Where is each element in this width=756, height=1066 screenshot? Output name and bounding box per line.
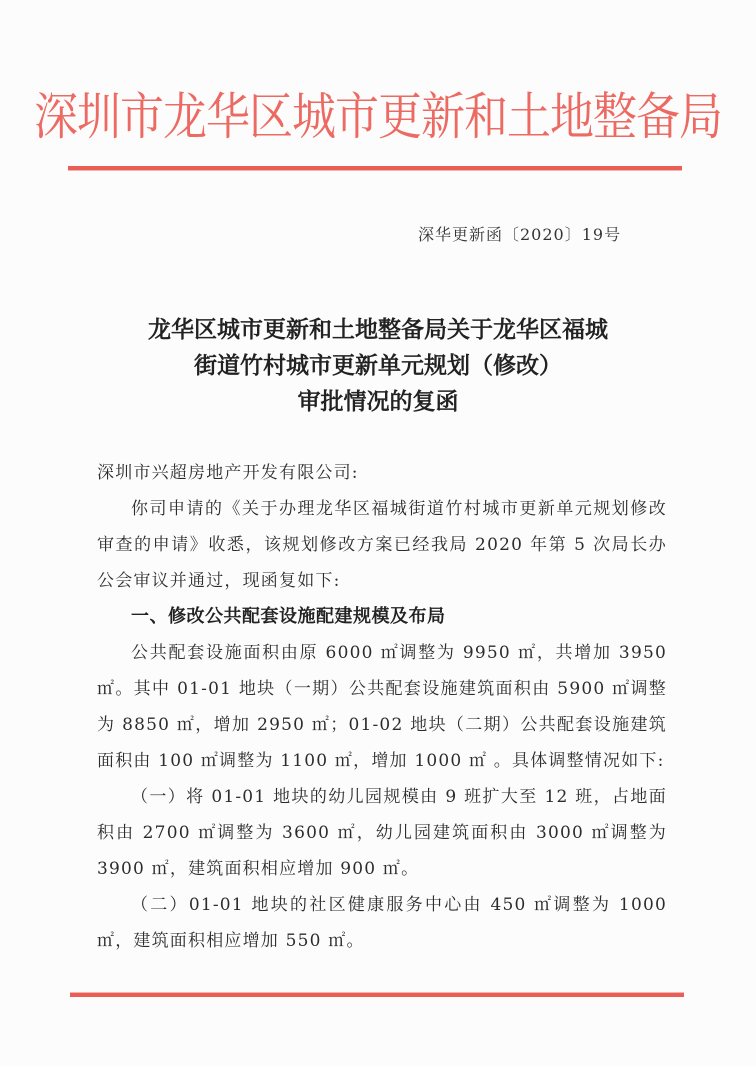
document-body: [97, 455, 667, 959]
item-2-paragraph: （二）01-01 地块的社区健康服务中心由 450 ㎡调整为 1000 ㎡，建筑面积相应增加 550 ㎡。: [97, 895, 667, 951]
title-line-3: 审批情况的复函: [297, 389, 459, 415]
title-line-1: 龙华区城市更新和土地整备局关于龙华区福城: [148, 317, 608, 343]
recipient-line: 深圳市兴超房地产开发有限公司:: [97, 463, 359, 483]
section-1-paragraph: 公共配套设施面积由原 6000 ㎡调整为 9950 ㎡，共增加 3950 ㎡。其中 01-01 地块（一期）公共配套设施建筑面积由 5900 ㎡调整为 8850 ㎡，增加 2950 ㎡；01-02 地块（二期）公共配套设施建筑面积由 100 ㎡调整为 1100 ㎡，增加 1000 ㎡ 。具体调整情况如下:: [97, 643, 667, 771]
footer-red-rule: [70, 992, 684, 997]
letterhead-red-rule: [68, 166, 682, 171]
section-heading-1: 一、修改公共配套设施配建规模及布局: [131, 606, 446, 627]
item-1-paragraph: （一）将 01-01 地块的幼儿园规模由 9 班扩大至 12 班，占地面积由 2700 ㎡调整为 3600 ㎡，幼儿园建筑面积由 3000 ㎡调整为 3900 ㎡，建筑面积相应增加 900 ㎡。: [97, 787, 667, 879]
agency-letterhead-title: 深圳市龙华区城市更新和土地整备局: [34, 88, 722, 147]
document-title: [0, 312, 756, 420]
document-number: 深华更新函〔2020〕19号: [418, 225, 622, 244]
intro-paragraph: 你司申请的《关于办理龙华区福城街道竹村城市更新单元规划修改审查的申请》收悉，该规划修改方案已经我局 2020 年第 5 次局长办公会审议并通过，现函复如下:: [97, 499, 667, 591]
title-line-2: 街道竹村城市更新单元规划（修改）: [194, 353, 562, 379]
